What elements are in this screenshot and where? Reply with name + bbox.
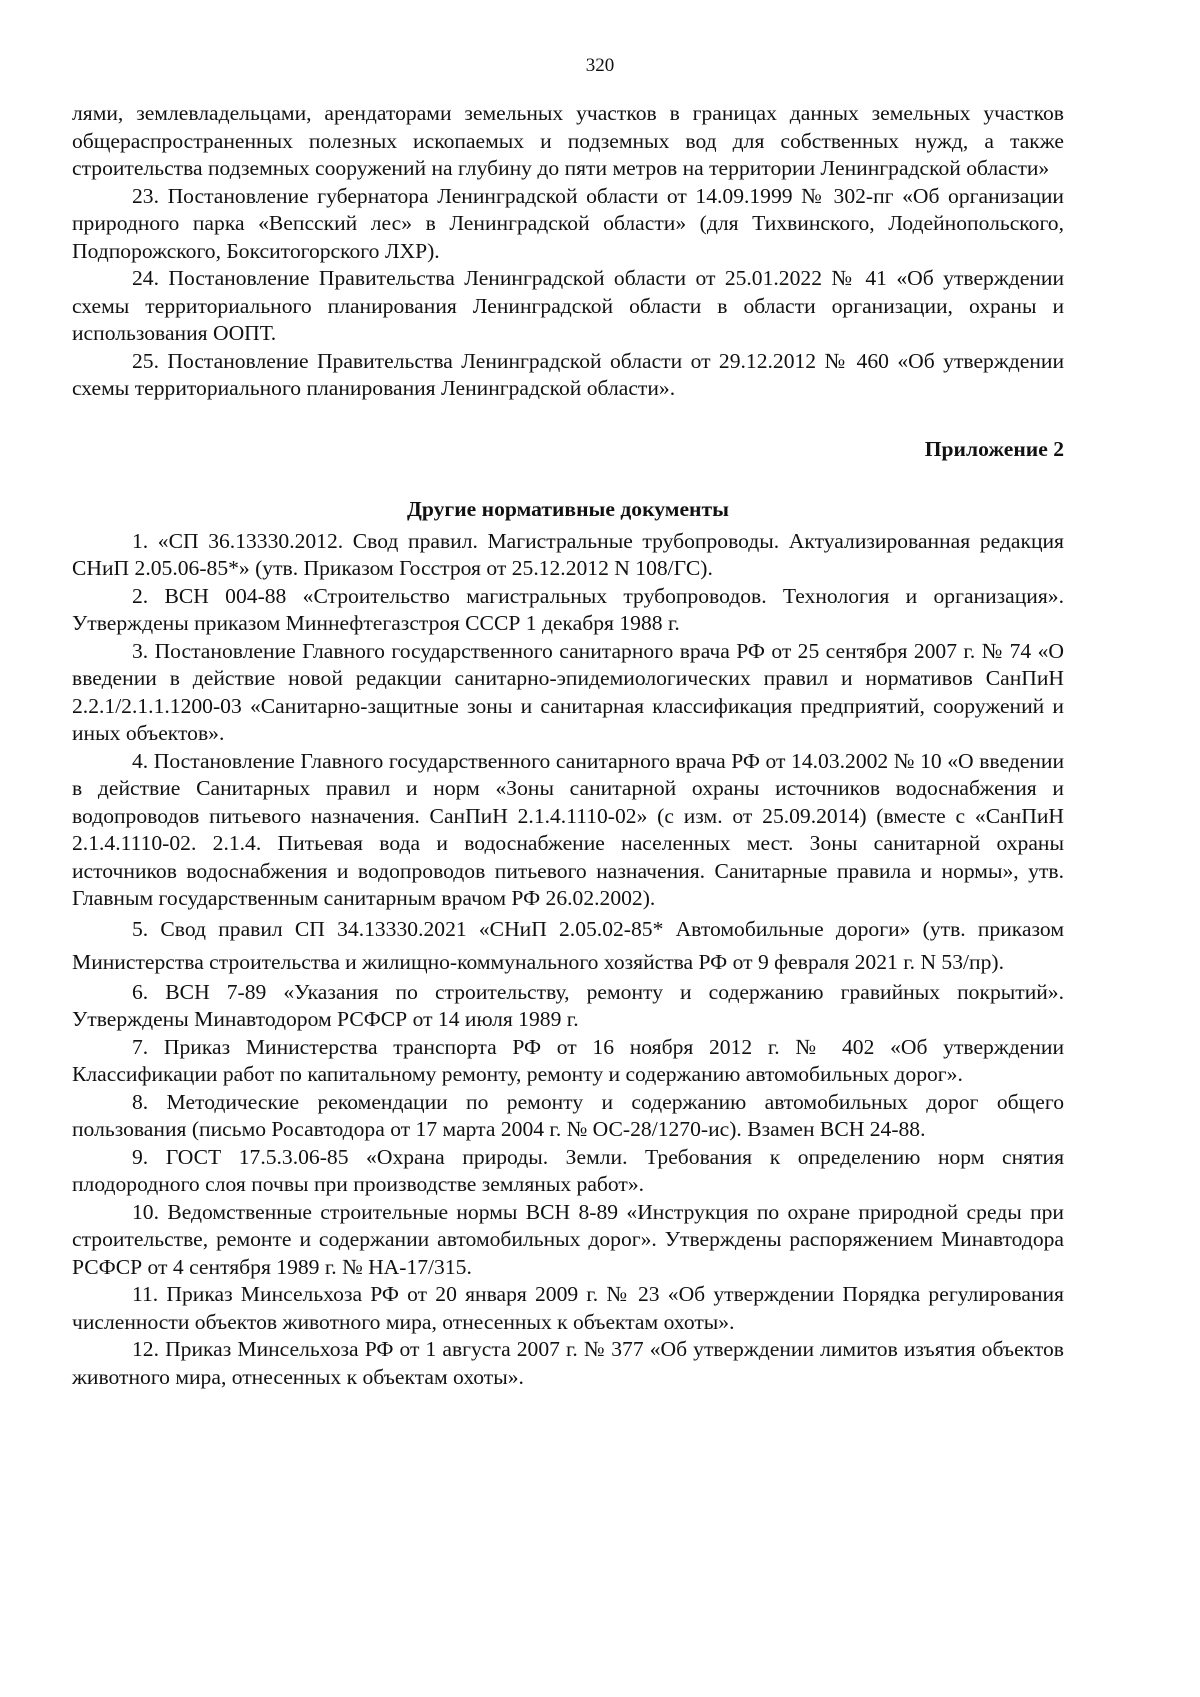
continuation-paragraph: лями, землевладельцами, арендаторами земельных участков в границах данных земельных участков общераспространенных полезных ископаемых и подземных вод для собственных нужд, а также строительства подземных сооружений на глубину до пяти метров на территории Ленинградской области»	[72, 101, 1064, 180]
list-item-23: 23. Постановление губернатора Ленинградской области от 14.09.1999 № 302-пг «Об организации природного парка «Вепсский лес» в Ленинградской области» (для Тихвинского, Лодейнопольского, Подпорожского, Бокситогорского ЛХР).	[72, 183, 1064, 263]
document-body	[72, 100, 1064, 1391]
appendix-item-7: 7. Приказ Министерства транспорта РФ от 16 ноября 2012 г. № 402 «Об утверждении Классификации работ по капитальному ремонту, ремонту и содержанию автомобильных дорог».	[72, 1034, 1064, 1086]
appendix-item-3: 3. Постановление Главного государственного санитарного врача РФ от 25 сентября 2007 г. № 74 «О введении в действие новой редакции санитарно-эпидемиологических правил и нормативов СанПиН 2.2.1/2.1.1.1200-03 «Санитарно-защитные зоны и санитарная классификация предприятий, сооружений и иных объектов».	[72, 638, 1064, 745]
appendix-item-1: 1. «СП 36.13330.2012. Свод правил. Магистральные трубопроводы. Актуализированная редакция СНиП 2.05.06-85*» (утв. Приказом Госстроя от 25.12.2012 N 108/ГС).	[72, 528, 1064, 580]
appendix-label: Приложение 2	[924, 436, 1064, 461]
appendix-item-5: 5. Свод правил СП 34.13330.2021 «СНиП 2.05.02-85* Автомобильные дороги» (утв. приказом Министерства строительства и жилищно-коммунального хозяйства РФ от 9 февраля 2021 г. N 53/пр).	[72, 916, 1064, 974]
page-number: 320	[585, 55, 615, 76]
appendix-item-11: 11. Приказ Минсельхоза РФ от 20 января 2009 г. № 23 «Об утверждении Порядка регулирования численности объектов животного мира, отнесенных к объектам охоты».	[72, 1282, 1064, 1334]
list-item-24: 24. Постановление Правительства Ленинградской области от 25.01.2022 № 41 «Об утверждении схемы территориального планирования Ленинградской области в области организации, охраны и использования ООПТ.	[72, 266, 1064, 345]
list-item-25: 25. Постановление Правительства Ленинградской области от 29.12.2012 № 460 «Об утверждении схемы территориального планирования Ленинградской области».	[72, 348, 1064, 400]
appendix-item-4: 4. Постановление Главного государственного санитарного врача РФ от 14.03.2002 № 10 «О введении в действие Санитарных правил и норм «Зоны санитарной охраны источников водоснабжения и водопроводов питьевого назначения. СанПиН 2.1.4.1110-02» (с изм. от 25.09.2014) (вместе с «СанПиН 2.1.4.1110-02. 2.1.4. Питьевая вода и водоснабжение населенных мест. Зоны санитарной охраны источников водоснабжения и водопроводов питьевого назначения. Санитарные правила и нормы», утв. Главным государственным санитарным врачом РФ 26.02.2002).	[72, 748, 1064, 910]
appendix-item-12: 12. Приказ Минсельхоза РФ от 1 августа 2007 г. № 377 «Об утверждении лимитов изъятия объектов животного мира, отнесенных к объектам охоты».	[72, 1337, 1064, 1389]
appendix-item-9: 9. ГОСТ 17.5.3.06-85 «Охрана природы. Земли. Требования к определению норм снятия плодородного слоя почвы при производстве земляных работ».	[72, 1144, 1064, 1196]
appendix-item-2: 2. ВСН 004-88 «Строительство магистральных трубопроводов. Технология и организация». Утверждены приказом Миннефтегазстроя СССР 1 декабря 1988 г.	[72, 583, 1064, 635]
appendix-item-10: 10. Ведомственные строительные нормы ВСН 8-89 «Инструкция по охране природной среды при строительстве, ремонте и содержании автомобильных дорог». Утверждены распоряжением Минавтодора РСФСР от 4 сентября 1989 г. № НА-17/315.	[72, 1199, 1064, 1279]
appendix-item-8: 8. Методические рекомендации по ремонту и содержанию автомобильных дорог общего пользования (письмо Росавтодора от 17 марта 2004 г. № ОС-28/1270-ис). Взамен ВСН 24-88.	[72, 1089, 1064, 1141]
section-title: Другие нормативные документы	[407, 497, 729, 521]
appendix-item-6: 6. ВСН 7-89 «Указания по строительству, ремонту и содержанию гравийных покрытий». Утверждены Минавтодором РСФСР от 14 июля 1989 г.	[72, 979, 1064, 1031]
